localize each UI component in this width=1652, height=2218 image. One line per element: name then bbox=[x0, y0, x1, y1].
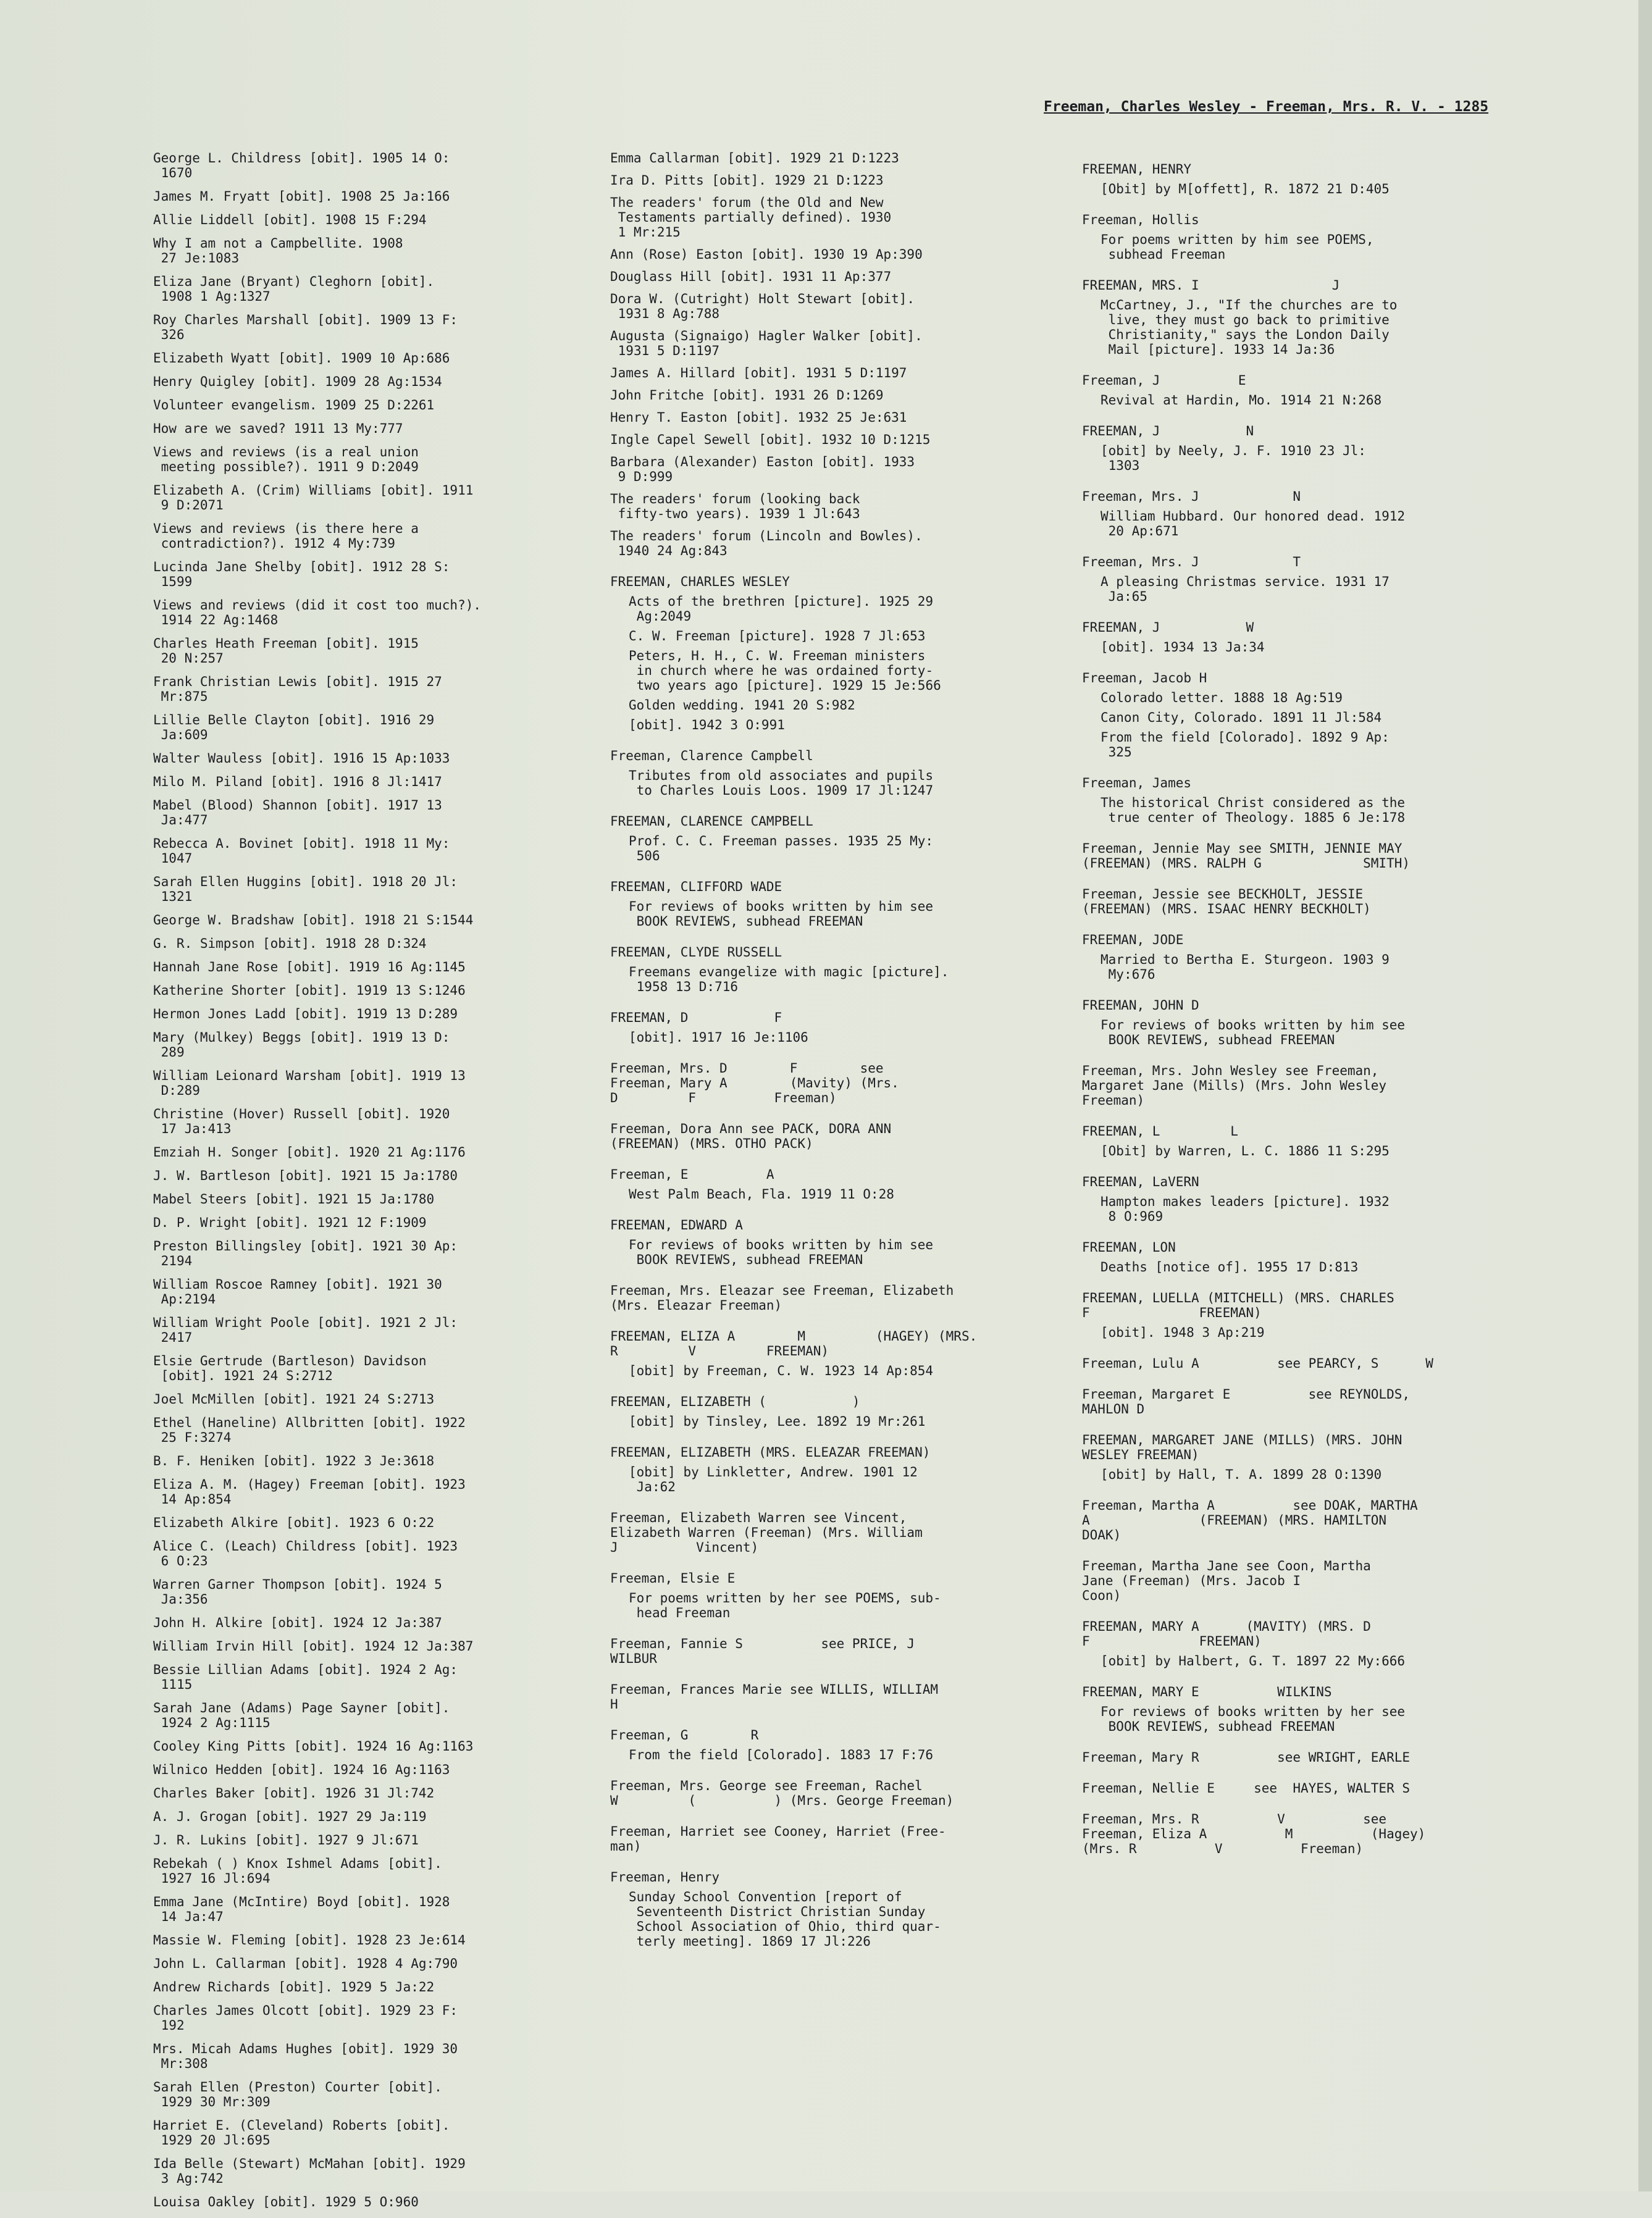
index-entry: [Obit] by M[offett], R. 1872 21 D:405 bbox=[1101, 182, 1390, 196]
index-entry: Why I am not a Campbellite. 1908 27 Je:1083 bbox=[153, 236, 403, 266]
index-entry: [obit] by Neely, J. F. 1910 23 Jl: 1303 bbox=[1101, 443, 1366, 473]
index-entry: [obit]. 1948 3 Ap:219 bbox=[1101, 1325, 1265, 1340]
index-group bbox=[1082, 1291, 1520, 1340]
index-group bbox=[1082, 373, 1520, 408]
index-group bbox=[610, 1728, 1049, 1762]
index-heading: FREEMAN, CLIFFORD WADE bbox=[610, 879, 782, 894]
index-heading: Freeman, Jennie May see SMITH, JENNIE MAY (FREEMAN) (MRS. RALPH G SMITH) bbox=[1082, 841, 1411, 871]
index-group bbox=[1082, 1433, 1520, 1482]
index-heading: Freeman, Mrs. D F see Freeman, Mary A (Mavity) (Mrs. D F Freeman) bbox=[610, 1061, 899, 1105]
index-group bbox=[1082, 1812, 1520, 1856]
index-entry: Elsie Gertrude (Bartleson) Davidson [obit]. 1921 24 S:2712 bbox=[153, 1354, 427, 1383]
index-group bbox=[610, 879, 1049, 929]
index-entry: A. J. Grogan [obit]. 1927 29 Ja:119 bbox=[153, 1809, 427, 1824]
index-group bbox=[1082, 489, 1520, 538]
index-entry: Sunday School Convention [report of Seventeenth District Christian Sunday School Association of Ohio, third quar- terly meeting]. 1869 17 Jl:226 bbox=[629, 1889, 941, 1949]
index-group bbox=[1082, 1781, 1520, 1796]
index-heading: FREEMAN, MARY A (MAVITY) (MRS. D F FREEMAN) bbox=[1082, 1619, 1371, 1649]
index-entry: Views and reviews (is a real union meeting possible?). 1911 9 D:2049 bbox=[153, 445, 419, 474]
index-heading: Freeman, Nellie E see HAYES, WALTER S bbox=[1082, 1781, 1411, 1796]
index-entry: For poems written by him see POEMS, subhead Freeman bbox=[1101, 232, 1374, 262]
index-heading: Freeman, G R bbox=[610, 1728, 759, 1743]
index-entry: Preston Billingsley [obit]. 1921 30 Ap: 2194 bbox=[153, 1239, 458, 1268]
index-entry: Louisa Oakley [obit]. 1929 5 O:960 bbox=[153, 2195, 419, 2209]
index-heading: FREEMAN, D F bbox=[610, 1010, 782, 1025]
index-entry: Acts of the brethren [picture]. 1925 29 Ag:2049 bbox=[629, 594, 934, 624]
index-heading: Freeman, James bbox=[1082, 776, 1192, 790]
index-entry: Elizabeth Wyatt [obit]. 1909 10 Ap:686 bbox=[153, 351, 450, 366]
index-group bbox=[1082, 1619, 1520, 1668]
index-entry: Eliza A. M. (Hagey) Freeman [obit]. 1923 14 Ap:854 bbox=[153, 1477, 466, 1507]
index-entry: Andrew Richards [obit]. 1929 5 Ja:22 bbox=[153, 1980, 435, 1994]
index-heading: Freeman, Elsie E bbox=[610, 1571, 736, 1586]
index-group bbox=[610, 748, 1049, 798]
index-entry: [obit]. 1917 16 Je:1106 bbox=[629, 1030, 808, 1045]
index-entry: Deaths [notice of]. 1955 17 D:813 bbox=[1101, 1260, 1359, 1274]
index-entry: Warren Garner Thompson [obit]. 1924 5 Ja:356 bbox=[153, 1577, 442, 1607]
index-group bbox=[610, 814, 1049, 863]
column-1 bbox=[153, 151, 592, 2218]
index-entry: Mary (Mulkey) Beggs [obit]. 1919 13 D: 289 bbox=[153, 1030, 450, 1060]
index-entry: William Wright Poole [obit]. 1921 2 Jl: 2417 bbox=[153, 1315, 458, 1345]
index-heading: Freeman, Lulu A see PEARCY, S W bbox=[1082, 1356, 1433, 1371]
index-group bbox=[1082, 212, 1520, 262]
index-group bbox=[1082, 1174, 1520, 1224]
index-entry: Charles Baker [obit]. 1926 31 Jl:742 bbox=[153, 1786, 435, 1801]
index-group bbox=[610, 945, 1049, 994]
index-group bbox=[1082, 1498, 1520, 1542]
index-entry: The readers' forum (looking back fifty-two years). 1939 1 Jl:643 bbox=[610, 492, 860, 521]
index-entry: Henry Quigley [obit]. 1909 28 Ag:1534 bbox=[153, 374, 442, 389]
index-group bbox=[610, 1010, 1049, 1045]
index-entry: Charles James Olcott [obit]. 1929 23 F: 192 bbox=[153, 2003, 458, 2033]
index-entry: The historical Christ considered as the true center of Theology. 1885 6 Je:178 bbox=[1101, 795, 1406, 825]
index-entry: How are we saved? 1911 13 My:777 bbox=[153, 421, 403, 436]
index-entry: The readers' forum (Lincoln and Bowles). 1940 24 Ag:843 bbox=[610, 529, 923, 558]
index-group bbox=[610, 574, 1049, 732]
index-heading: Freeman, Mrs. Eleazar see Freeman, Elizabeth (Mrs. Eleazar Freeman) bbox=[610, 1283, 954, 1313]
index-entry: Sarah Jane (Adams) Page Sayner [obit]. 1924 2 Ag:1115 bbox=[153, 1701, 450, 1730]
index-entry: Barbara (Alexander) Easton [obit]. 1933 9 D:999 bbox=[610, 454, 915, 484]
index-heading: Freeman, Mrs. J T bbox=[1082, 554, 1301, 569]
index-group bbox=[1082, 162, 1520, 196]
index-entry: William Roscoe Ramney [obit]. 1921 30 Ap:2194 bbox=[153, 1277, 442, 1307]
index-entry: G. R. Simpson [obit]. 1918 28 D:324 bbox=[153, 936, 427, 951]
index-heading: FREEMAN, LUELLA (MITCHELL) (MRS. CHARLES F FREEMAN) bbox=[1082, 1291, 1394, 1320]
index-entry: Augusta (Signaigo) Hagler Walker [obit]. 1931 5 D:1197 bbox=[610, 329, 923, 358]
index-group bbox=[1082, 887, 1520, 916]
index-group bbox=[610, 1636, 1049, 1666]
index-heading: FREEMAN, MARY E WILKINS bbox=[1082, 1684, 1332, 1699]
index-group bbox=[1082, 1124, 1520, 1158]
index-entry: Rebekah ( ) Knox Ishmel Adams [obit]. 1927 16 Jl:694 bbox=[153, 1856, 442, 1886]
index-entry: McCartney, J., "If the churches are to live, they must go back to primitive Christianity," says the London Daily Mail [picture]. 1933 14 Ja:36 bbox=[1101, 298, 1398, 357]
index-entry: William Irvin Hill [obit]. 1924 12 Ja:387 bbox=[153, 1639, 474, 1654]
index-entry: Canon City, Colorado. 1891 11 Jl:584 bbox=[1101, 710, 1382, 725]
index-entry: Dora W. (Cutright) Holt Stewart [obit]. 1931 8 Ag:788 bbox=[610, 291, 915, 321]
index-entry: A pleasing Christmas service. 1931 17 Ja:65 bbox=[1101, 574, 1390, 604]
index-heading: Freeman, Jessie see BECKHOLT, JESSIE (FREEMAN) (MRS. ISAAC HENRY BECKHOLT) bbox=[1082, 887, 1371, 916]
index-entry: For reviews of books written by him see BOOK REVIEWS, subhead FREEMAN bbox=[1101, 1018, 1406, 1047]
index-entry: Elizabeth A. (Crim) Williams [obit]. 1911 9 D:2071 bbox=[153, 483, 474, 513]
index-entry: Mrs. Micah Adams Hughes [obit]. 1929 30 Mr:308 bbox=[153, 2041, 458, 2071]
index-group bbox=[1082, 1240, 1520, 1274]
index-group bbox=[1082, 1559, 1520, 1603]
index-heading: Freeman, Margaret E see REYNOLDS, MAHLON D bbox=[1082, 1387, 1411, 1417]
column-2 bbox=[610, 151, 1049, 1965]
index-entry: Wilnico Hedden [obit]. 1924 16 Ag:1163 bbox=[153, 1762, 450, 1777]
index-heading: Freeman, E A bbox=[610, 1167, 774, 1182]
index-entry: Golden wedding. 1941 20 S:982 bbox=[629, 698, 855, 713]
index-group bbox=[1082, 1063, 1520, 1108]
index-heading: FREEMAN, LON bbox=[1082, 1240, 1176, 1255]
index-entry: Revival at Hardin, Mo. 1914 21 N:268 bbox=[1101, 393, 1382, 408]
index-heading: FREEMAN, J N bbox=[1082, 424, 1254, 438]
index-entry: Lucinda Jane Shelby [obit]. 1912 28 S: 1599 bbox=[153, 559, 450, 589]
index-heading: FREEMAN, JOHN D bbox=[1082, 998, 1199, 1013]
index-entry: Ida Belle (Stewart) McMahan [obit]. 1929 3 Ag:742 bbox=[153, 2156, 466, 2186]
index-heading: FREEMAN, CHARLES WESLEY bbox=[610, 574, 790, 589]
index-entry: Charles Heath Freeman [obit]. 1915 20 N:257 bbox=[153, 636, 419, 666]
index-entry: D. P. Wright [obit]. 1921 12 F:1909 bbox=[153, 1215, 427, 1230]
index-entry: Married to Bertha E. Sturgeon. 1903 9 My:676 bbox=[1101, 952, 1390, 982]
index-entry: John L. Callarman [obit]. 1928 4 Ag:790 bbox=[153, 1956, 458, 1971]
index-heading: Freeman, Martha A see DOAK, MARTHA A (FREEMAN) (MRS. HAMILTON DOAK) bbox=[1082, 1498, 1418, 1542]
index-entry: [obit] by Hall, T. A. 1899 28 O:1390 bbox=[1101, 1467, 1382, 1482]
index-group bbox=[610, 1061, 1049, 1105]
page-header: Freeman, Charles Wesley - Freeman, Mrs. R. V. - 1285 bbox=[1044, 99, 1489, 115]
index-group bbox=[1082, 776, 1520, 825]
index-heading: Freeman, Mary R see WRIGHT, EARLE bbox=[1082, 1750, 1411, 1765]
index-entry: Henry T. Easton [obit]. 1932 25 Je:631 bbox=[610, 410, 907, 425]
index-entry: William Hubbard. Our honored dead. 1912 20 Ap:671 bbox=[1101, 509, 1406, 538]
index-entry: Milo M. Piland [obit]. 1916 8 Jl:1417 bbox=[153, 774, 442, 789]
index-group bbox=[610, 1682, 1049, 1712]
index-group bbox=[1082, 998, 1520, 1047]
index-entry: Walter Wauless [obit]. 1916 15 Ap:1033 bbox=[153, 751, 450, 766]
index-entry: Massie W. Fleming [obit]. 1928 23 Je:614 bbox=[153, 1933, 466, 1948]
index-heading: FREEMAN, L L bbox=[1082, 1124, 1238, 1139]
index-entry: Bessie Lillian Adams [obit]. 1924 2 Ag: 1115 bbox=[153, 1662, 458, 1692]
index-heading: Freeman, Jacob H bbox=[1082, 671, 1207, 685]
index-entry: Prof. C. C. Freeman passes. 1935 25 My: 506 bbox=[629, 834, 934, 863]
index-group bbox=[1082, 1387, 1520, 1417]
index-group bbox=[610, 1445, 1049, 1494]
index-heading: FREEMAN, CLARENCE CAMPBELL bbox=[610, 814, 813, 829]
index-entry: Douglass Hill [obit]. 1931 11 Ap:377 bbox=[610, 269, 892, 284]
index-entry: Hampton makes leaders [picture]. 1932 8 O:969 bbox=[1101, 1194, 1390, 1224]
index-entry: Mabel Steers [obit]. 1921 15 Ja:1780 bbox=[153, 1192, 435, 1207]
index-group bbox=[610, 1329, 1049, 1378]
index-entry: John Fritche [obit]. 1931 26 D:1269 bbox=[610, 388, 884, 403]
index-entry: George W. Bradshaw [obit]. 1918 21 S:1544 bbox=[153, 913, 474, 927]
index-entry: Views and reviews (did it cost too much?). 1914 22 Ag:1468 bbox=[153, 598, 482, 627]
index-heading: FREEMAN, MRS. I J bbox=[1082, 278, 1340, 293]
index-entry: Volunteer evangelism. 1909 25 D:2261 bbox=[153, 398, 435, 412]
index-heading: FREEMAN, JODE bbox=[1082, 932, 1184, 947]
index-group bbox=[610, 1394, 1049, 1429]
index-entry: Allie Liddell [obit]. 1908 15 F:294 bbox=[153, 212, 427, 227]
index-entry: B. F. Heniken [obit]. 1922 3 Je:3618 bbox=[153, 1454, 435, 1468]
index-group bbox=[1082, 1750, 1520, 1765]
index-entry: Elizabeth Alkire [obit]. 1923 6 O:22 bbox=[153, 1515, 435, 1530]
index-heading: FREEMAN, EDWARD A bbox=[610, 1218, 743, 1232]
index-heading: FREEMAN, CLYDE RUSSELL bbox=[610, 945, 782, 960]
index-entry: Joel McMillen [obit]. 1921 24 S:2713 bbox=[153, 1392, 435, 1407]
index-entry: Alice C. (Leach) Childress [obit]. 1923 6 O:23 bbox=[153, 1539, 458, 1568]
index-entry: West Palm Beach, Fla. 1919 11 O:28 bbox=[629, 1187, 894, 1202]
index-entry: Katherine Shorter [obit]. 1919 13 S:1246 bbox=[153, 983, 466, 998]
index-entry: From the field [Colorado]. 1883 17 F:76 bbox=[629, 1747, 934, 1762]
index-group bbox=[610, 1778, 1049, 1808]
index-entry: Eliza Jane (Bryant) Cleghorn [obit]. 1908 1 Ag:1327 bbox=[153, 274, 435, 304]
index-entry: For reviews of books written by him see BOOK REVIEWS, subhead FREEMAN bbox=[629, 1237, 934, 1267]
index-group bbox=[1082, 278, 1520, 357]
index-group bbox=[610, 1218, 1049, 1267]
index-heading: FREEMAN, LaVERN bbox=[1082, 1174, 1199, 1189]
index-entry: Sarah Ellen Huggins [obit]. 1918 20 Jl: 1321 bbox=[153, 874, 458, 904]
index-entry: Tributes from old associates and pupils to Charles Louis Loos. 1909 17 Jl:1247 bbox=[629, 768, 934, 798]
index-entry: Roy Charles Marshall [obit]. 1909 13 F: 326 bbox=[153, 312, 458, 342]
index-entry: Hannah Jane Rose [obit]. 1919 16 Ag:1145 bbox=[153, 960, 466, 974]
index-entry: Christine (Hover) Russell [obit]. 1920 17 Ja:413 bbox=[153, 1107, 450, 1136]
index-entry: [obit] by Linkletter, Andrew. 1901 12 Ja:62 bbox=[629, 1465, 918, 1494]
index-entry: James A. Hillard [obit]. 1931 5 D:1197 bbox=[610, 366, 907, 380]
index-entry: Mabel (Blood) Shannon [obit]. 1917 13 Ja:477 bbox=[153, 798, 442, 827]
index-entry: Harriet E. (Cleveland) Roberts [obit]. 1929 20 Jl:695 bbox=[153, 2118, 450, 2148]
index-heading: FREEMAN, ELIZA A M (HAGEY) (MRS. R V FREEMAN) bbox=[610, 1329, 978, 1358]
scan-edge bbox=[1638, 0, 1652, 2191]
index-group bbox=[1082, 424, 1520, 473]
index-group bbox=[1082, 554, 1520, 604]
index-entry: Emma Jane (McIntire) Boyd [obit]. 1928 14 Ja:47 bbox=[153, 1894, 450, 1924]
index-group bbox=[1082, 841, 1520, 871]
index-entry: William Leionard Warsham [obit]. 1919 13 D:289 bbox=[153, 1068, 466, 1098]
index-heading: Freeman, Mrs. R V see Freeman, Eliza A M (Hagey) (Mrs. R V Freeman) bbox=[1082, 1812, 1426, 1856]
index-heading: Freeman, Clarence Campbell bbox=[610, 748, 813, 763]
index-heading: Freeman, J E bbox=[1082, 373, 1246, 388]
index-entry: Views and reviews (is there here a contradiction?). 1912 4 My:739 bbox=[153, 521, 419, 551]
index-entry: J. W. Bartleson [obit]. 1921 15 Ja:1780 bbox=[153, 1168, 458, 1183]
index-entry: [obit]. 1942 3 O:991 bbox=[629, 718, 785, 732]
index-entry: J. R. Lukins [obit]. 1927 9 Jl:671 bbox=[153, 1833, 419, 1848]
index-entry: Frank Christian Lewis [obit]. 1915 27 Mr:875 bbox=[153, 674, 442, 704]
index-group bbox=[610, 1571, 1049, 1620]
index-entry: Colorado letter. 1888 18 Ag:519 bbox=[1101, 690, 1343, 705]
index-entry: Ann (Rose) Easton [obit]. 1930 19 Ap:390 bbox=[610, 247, 923, 262]
index-entry: [Obit] by Warren, L. C. 1886 11 S:295 bbox=[1101, 1144, 1390, 1158]
index-heading: Freeman, Fannie S see PRICE, J WILBUR bbox=[610, 1636, 915, 1666]
index-entry: Cooley King Pitts [obit]. 1924 16 Ag:1163 bbox=[153, 1739, 474, 1754]
index-heading: Freeman, Harriet see Cooney, Harriet (Free- man) bbox=[610, 1824, 946, 1854]
index-entry: [obit] by Halbert, G. T. 1897 22 My:666 bbox=[1101, 1654, 1406, 1668]
index-heading: Freeman, Elizabeth Warren see Vincent, Elizabeth Warren (Freeman) (Mrs. William J Vincent) bbox=[610, 1510, 923, 1555]
index-heading: FREEMAN, MARGARET JANE (MILLS) (MRS. JOHN WESLEY FREEMAN) bbox=[1082, 1433, 1403, 1462]
index-entry: [obit] by Freeman, C. W. 1923 14 Ap:854 bbox=[629, 1363, 934, 1378]
index-entry: Ethel (Haneline) Allbritten [obit]. 1922 25 F:3274 bbox=[153, 1415, 466, 1445]
index-group bbox=[1082, 932, 1520, 982]
index-group bbox=[1082, 1356, 1520, 1371]
index-entry: George L. Childress [obit]. 1905 14 O: 1670 bbox=[153, 151, 450, 180]
index-entry: For reviews of books written by him see BOOK REVIEWS, subhead FREEMAN bbox=[629, 899, 934, 929]
index-entry: [obit] by Tinsley, Lee. 1892 19 Mr:261 bbox=[629, 1414, 926, 1429]
index-heading: Freeman, Mrs. George see Freeman, Rachel W ( ) (Mrs. George Freeman) bbox=[610, 1778, 954, 1808]
index-entry: From the field [Colorado]. 1892 9 Ap: 325 bbox=[1101, 730, 1390, 760]
index-entry: The readers' forum (the Old and New Testaments partially defined). 1930 1 Mr:215 bbox=[610, 195, 892, 240]
index-group bbox=[610, 151, 1049, 558]
index-entry: Hermon Jones Ladd [obit]. 1919 13 D:289 bbox=[153, 1006, 458, 1021]
column-3 bbox=[1082, 151, 1520, 1872]
index-entry: Ira D. Pitts [obit]. 1929 21 D:1223 bbox=[610, 173, 884, 188]
index-entry: Peters, H. H., C. W. Freeman ministers in church where he was ordained forty- two years ago [picture]. 1929 15 Je:566 bbox=[629, 648, 941, 693]
index-group bbox=[610, 1121, 1049, 1151]
index-heading: Freeman, Mrs. J N bbox=[1082, 489, 1301, 504]
index-group bbox=[610, 1870, 1049, 1949]
index-group bbox=[1082, 671, 1520, 760]
index-entry: John H. Alkire [obit]. 1924 12 Ja:387 bbox=[153, 1615, 442, 1630]
index-group bbox=[610, 1283, 1049, 1313]
index-heading: Freeman, Mrs. John Wesley see Freeman, Margaret Jane (Mills) (Mrs. John Wesley Freeman) bbox=[1082, 1063, 1387, 1108]
index-heading: FREEMAN, J W bbox=[1082, 620, 1254, 635]
index-entry: For reviews of books written by her see BOOK REVIEWS, subhead FREEMAN bbox=[1101, 1704, 1406, 1734]
index-group bbox=[610, 1824, 1049, 1854]
index-entry: Emziah H. Songer [obit]. 1920 21 Ag:1176 bbox=[153, 1145, 466, 1160]
index-heading: Freeman, Hollis bbox=[1082, 212, 1199, 227]
index-heading: Freeman, Martha Jane see Coon, Martha Jane (Freeman) (Mrs. Jacob I Coon) bbox=[1082, 1559, 1371, 1603]
index-entry: Sarah Ellen (Preston) Courter [obit]. 1929 30 Mr:309 bbox=[153, 2080, 442, 2109]
index-entry: Rebecca A. Bovinet [obit]. 1918 11 My: 1047 bbox=[153, 836, 450, 866]
index-entry: James M. Fryatt [obit]. 1908 25 Ja:166 bbox=[153, 189, 450, 204]
index-heading: Freeman, Frances Marie see WILLIS, WILLIAM H bbox=[610, 1682, 939, 1712]
index-entry: Ingle Capel Sewell [obit]. 1932 10 D:1215 bbox=[610, 432, 931, 447]
index-heading: Freeman, Henry bbox=[610, 1870, 720, 1885]
index-group bbox=[610, 1510, 1049, 1555]
index-heading: FREEMAN, ELIZABETH ( ) bbox=[610, 1394, 860, 1409]
index-group bbox=[1082, 1684, 1520, 1734]
index-entry: For poems written by her see POEMS, sub- head Freeman bbox=[629, 1591, 941, 1620]
index-entry: [obit]. 1934 13 Ja:34 bbox=[1101, 640, 1265, 655]
index-entry: Lillie Belle Clayton [obit]. 1916 29 Ja:609 bbox=[153, 713, 435, 742]
index-heading: FREEMAN, HENRY bbox=[1082, 162, 1192, 177]
index-entry: Emma Callarman [obit]. 1929 21 D:1223 bbox=[610, 151, 899, 165]
index-entry: Freemans evangelize with magic [picture]. 1958 13 D:716 bbox=[629, 965, 949, 994]
index-heading: FREEMAN, ELIZABETH (MRS. ELEAZAR FREEMAN) bbox=[610, 1445, 931, 1460]
index-group bbox=[1082, 620, 1520, 655]
index-entry: C. W. Freeman [picture]. 1928 7 Jl:653 bbox=[629, 629, 926, 643]
index-group bbox=[610, 1167, 1049, 1202]
index-heading: Freeman, Dora Ann see PACK, DORA ANN (FREEMAN) (MRS. OTHO PACK) bbox=[610, 1121, 892, 1151]
